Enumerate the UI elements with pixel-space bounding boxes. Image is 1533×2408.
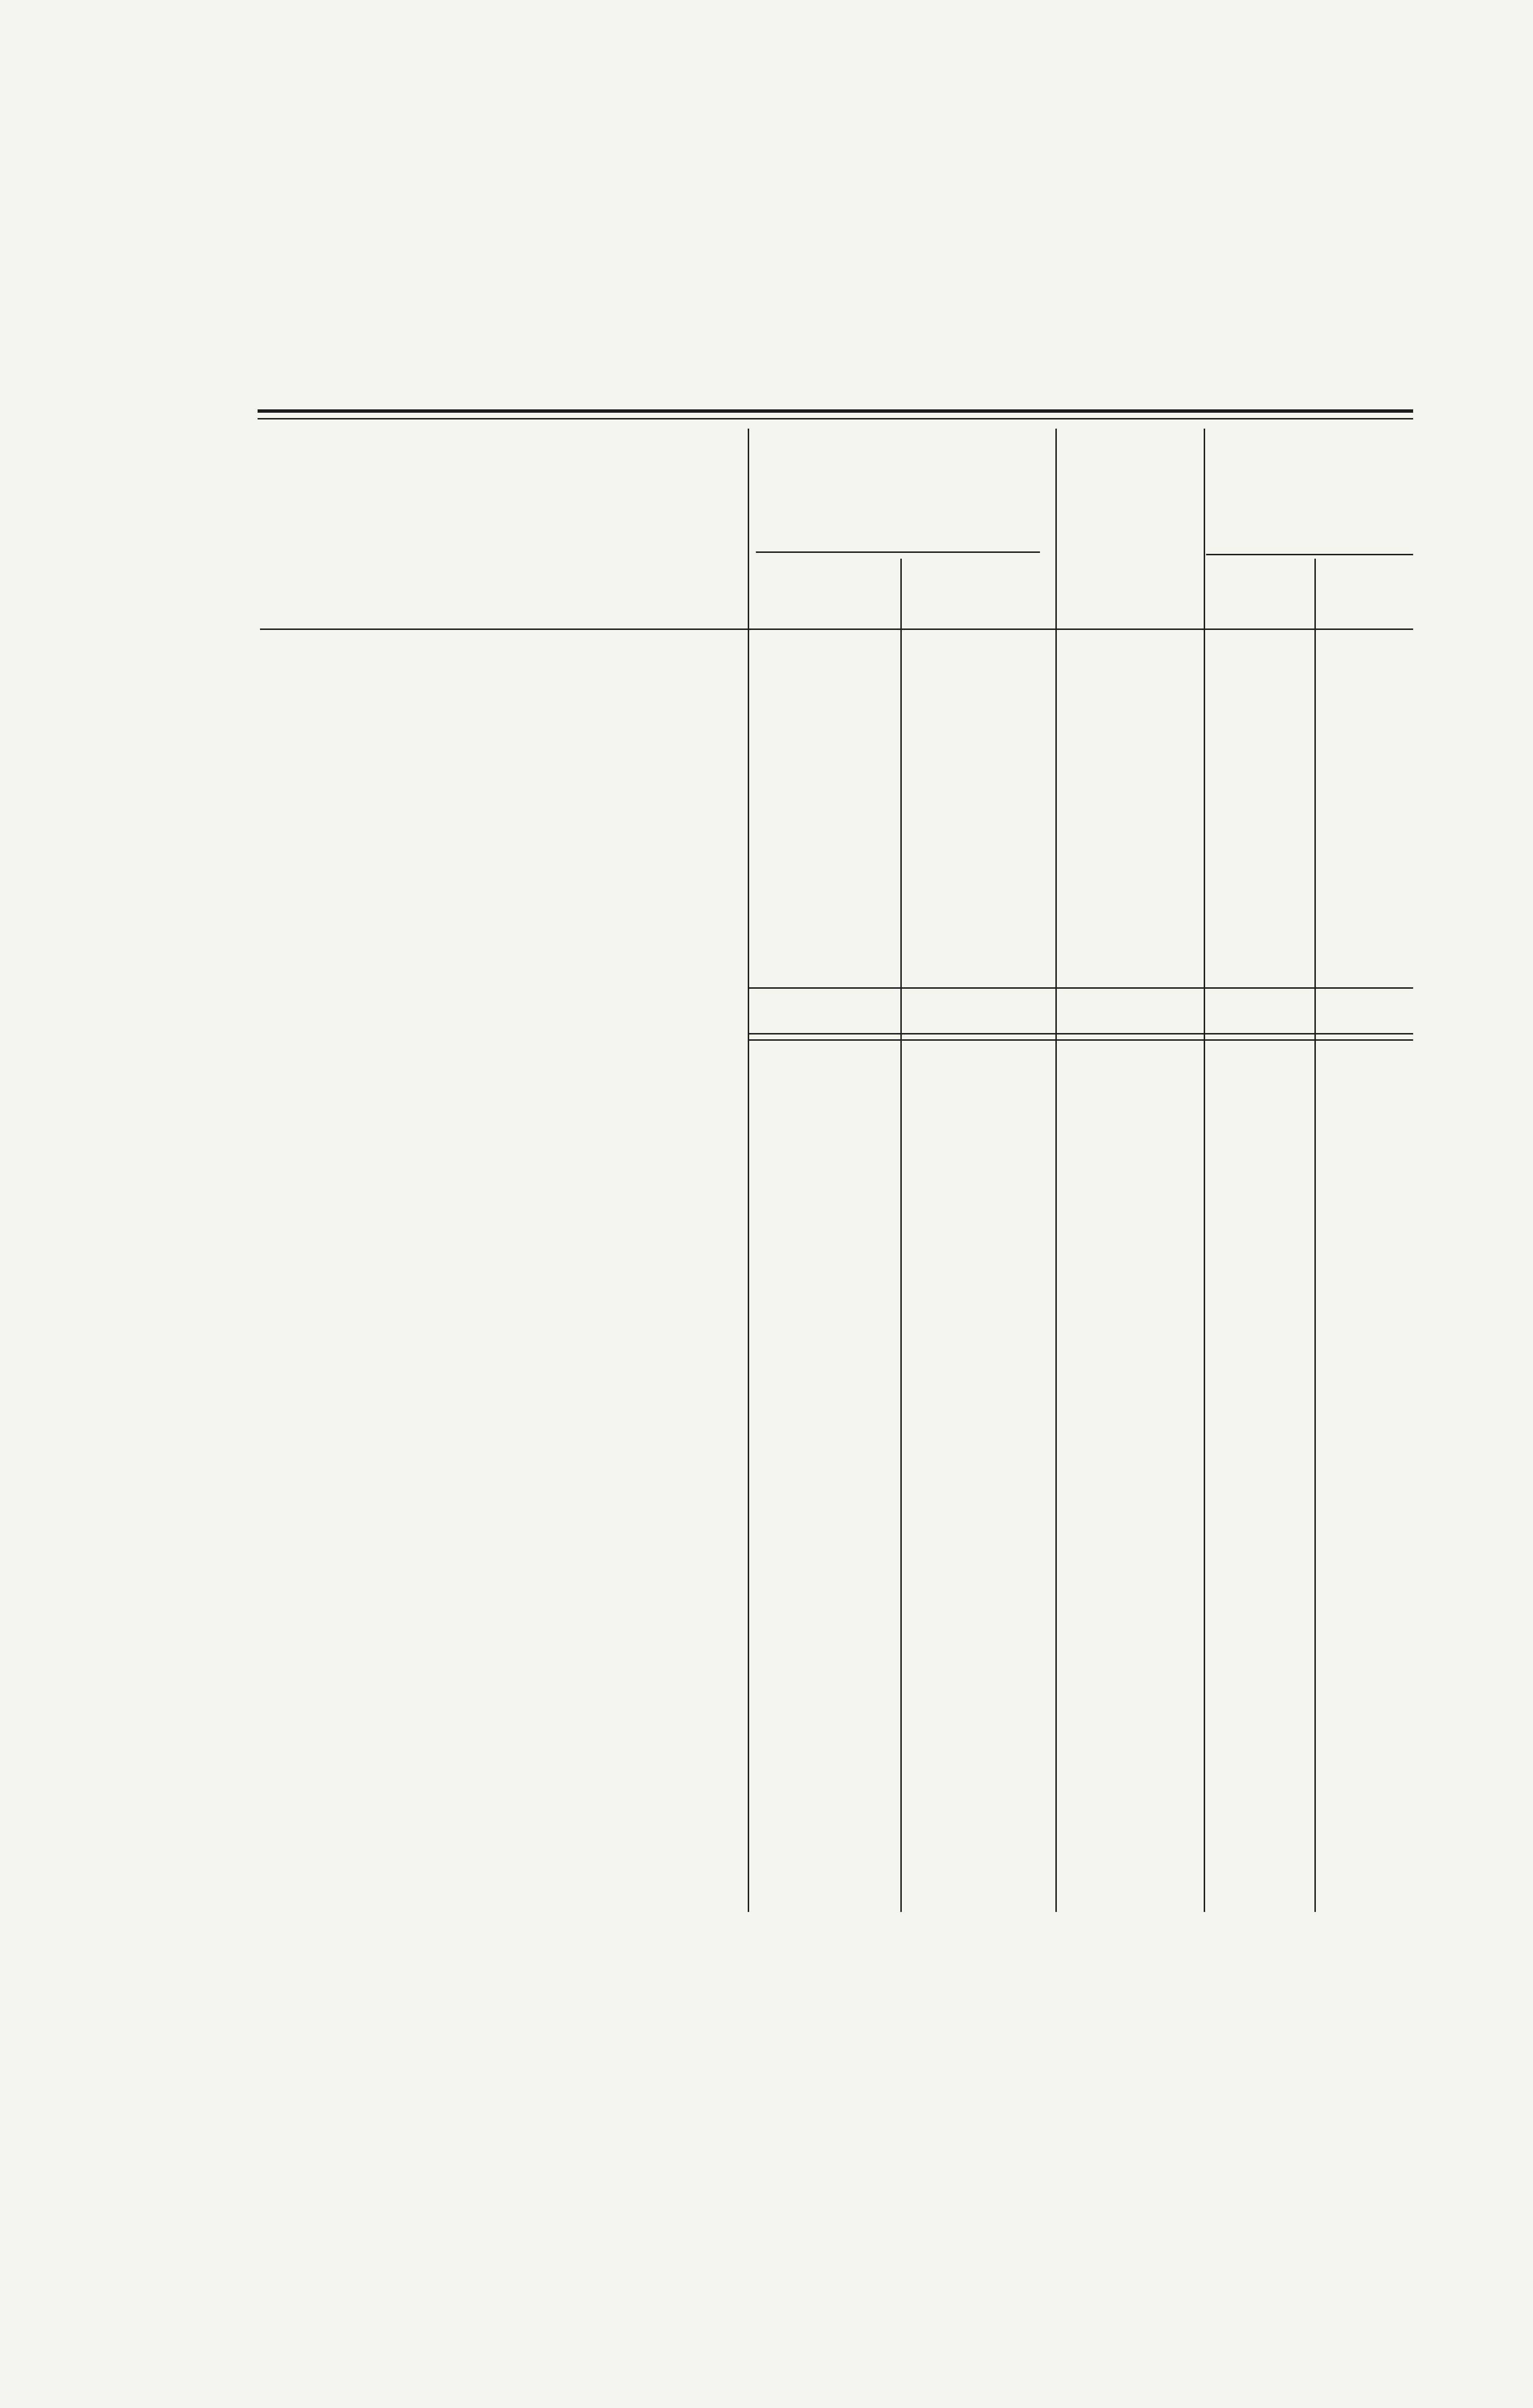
col-rule-4 [1204,429,1205,1912]
table-top-rule [258,409,1413,413]
table-top-rule-thin [258,418,1413,419]
total-bottom-rule-2 [748,1039,1413,1041]
header-subrule-us [756,551,1040,553]
total-bottom-rule [748,1033,1413,1034]
col-rule-2 [900,559,902,1912]
total-top-rule [748,987,1413,989]
col-rule-5 [1314,559,1316,1912]
header-subrule-inc [1206,554,1413,555]
header-bottom-rule [260,628,1413,630]
col-rule-1 [748,429,749,1912]
col-rule-3 [1055,429,1057,1912]
